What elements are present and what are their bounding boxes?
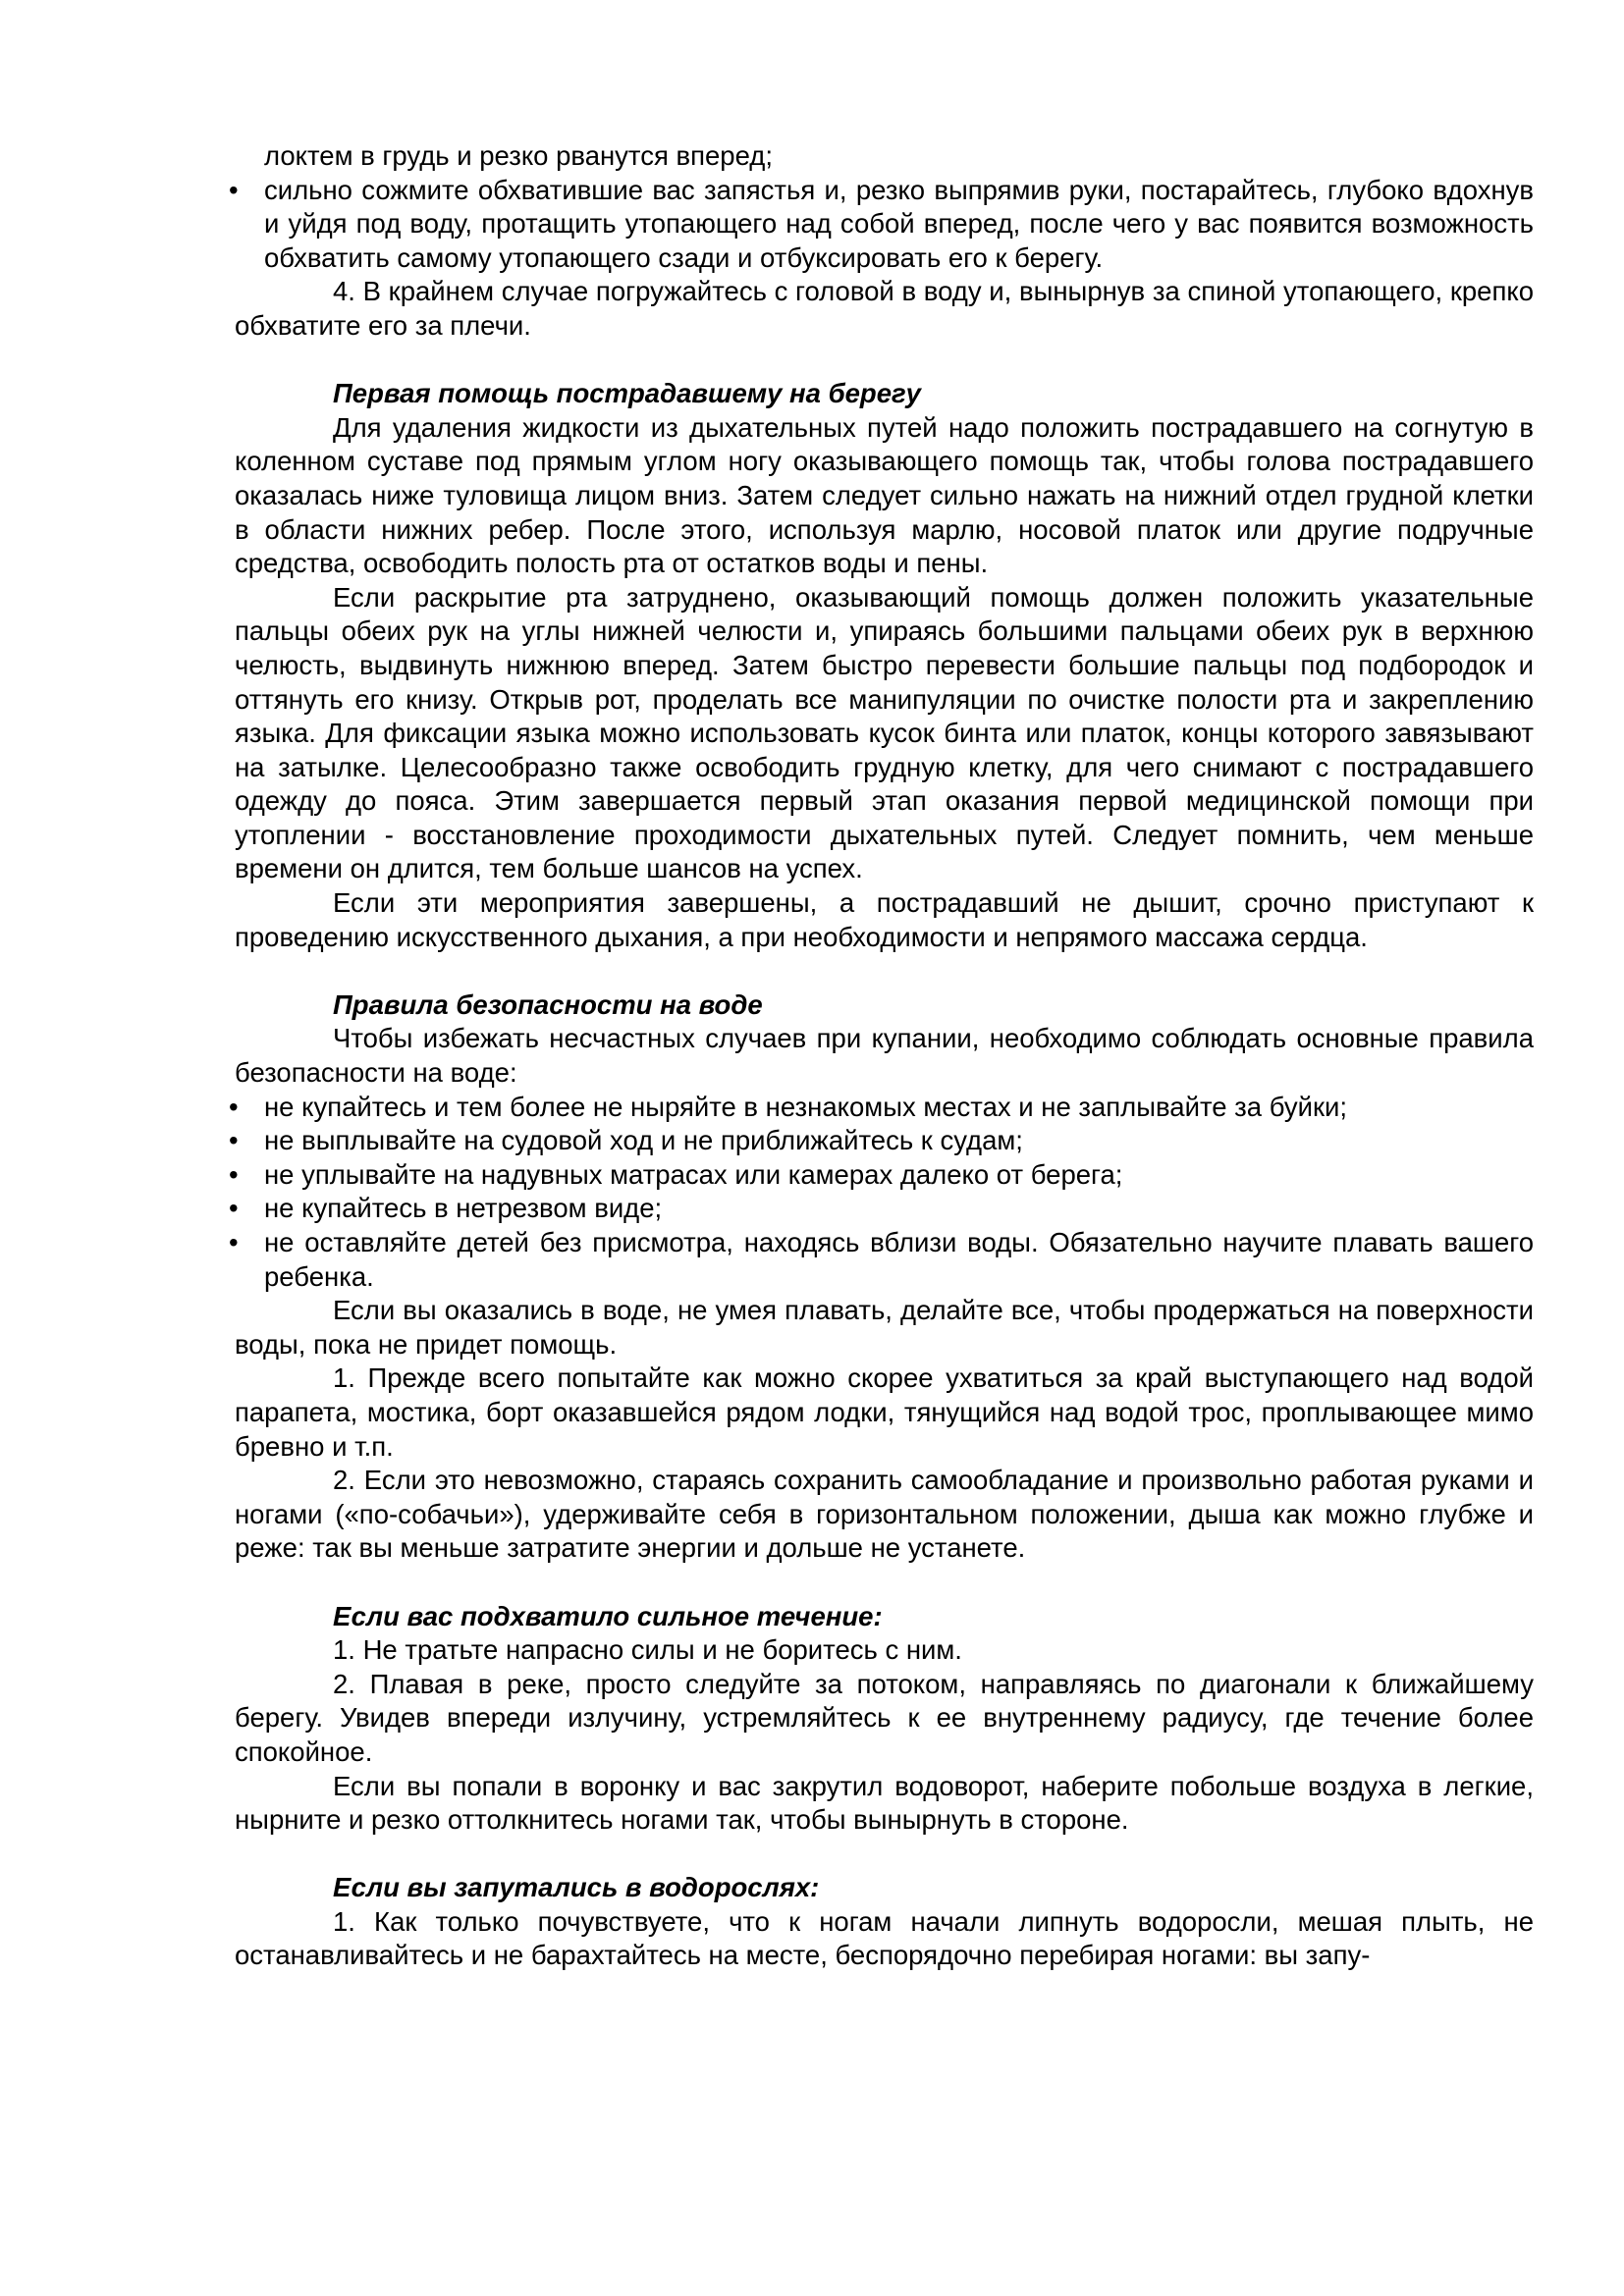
top-bullet-list	[229, 174, 1534, 276]
bullet-icon: •	[229, 1091, 239, 1122]
paragraph-current-step-2: 2. Плавая в реке, просто следуйте за потоком, направляясь по диагонали к ближайшему берегу. Увидев впереди излучину, устремляйтесь к ее внутреннему радиусу, где течение более спокойное.	[235, 1668, 1534, 1767]
paragraph-first-aid-3: Если эти мероприятия завершены, а пострадавший не дышит, срочно приступают к проведению искусственного дыхания, а при необходимости и непрямого массажа сердца.	[235, 887, 1534, 952]
bullet-icon: •	[229, 174, 239, 205]
safety-bullet-list	[229, 1091, 1534, 1295]
paragraph-whirlpool: Если вы попали в воронку и вас закрутил водоворот, наберите побольше воздуха в легкие, нырните и резко оттолкнитесь ногами так, чтобы вынырнуть в стороне.	[235, 1770, 1534, 1836]
document-page	[229, 139, 1534, 1973]
bullet-continuation: локтем в грудь и резко рванутся вперед;	[264, 140, 773, 171]
paragraph-step-4: 4. В крайнем случае погружайтесь с головой в воду и, вынырнув за спиной утопающего, крепко обхватите его за плечи.	[235, 276, 1534, 341]
list-item: • сильно сожмите обхватившие вас запястья и, резко выпрямив руки, постарайтесь, глубоко вдохнув и уйдя под воду, протащить утопающего над собой вперед, после чего у вас появится возможность обхватить самому утопающего сзади и отбуксировать его к берегу.	[229, 174, 1534, 273]
paragraph-safety-step-1: 1. Прежде всего попытайте как можно скорее ухватиться за край выступающего над водой парапета, мостика, борт оказавшейся рядом лодки, тянущийся над водой трос, проплывающее мимо бревно и т.п.	[235, 1362, 1534, 1462]
heading-strong-current: Если вас подхватило сильное течение:	[333, 1600, 883, 1631]
bullet-icon: •	[229, 1125, 239, 1156]
list-item: • не уплывайте на надувных матрасах или камерах далеко от берега;	[235, 1158, 1534, 1193]
list-item: • не купайтесь в нетрезвом виде;	[235, 1192, 1534, 1226]
heading-safety-rules: Правила безопасности на воде	[333, 988, 763, 1020]
heading-seaweed: Если вы запутались в водорослях:	[333, 1872, 820, 1903]
paragraph-first-aid-2: Если раскрытие рта затруднено, оказывающий помощь должен положить указательные пальцы обеих рук на углы нижней челюсти и, упираясь большими пальцами обеих рук в верхнюю челюсть, выдвинуть нижнюю вперед. Затем быстро перевести большие пальцы под подбородок и оттянуть его книзу. Открыв рот, проделать все манипуляции по очистке полости рта и закреплению языка. Для фиксации языка можно использовать кусок бинта или платок, концы которого завязывают на затылке. Целесообразно также освободить грудную клетку, для чего снимают с пострадавшего одежду до пояса. Этим завершается первый этап оказания первой медицинской помощи при утоплении - восстановление проходимости дыхательных путей. Следует помнить, чем меньше времени он длится, тем больше шансов на успех.	[235, 581, 1534, 884]
paragraph-safety-step-2: 2. Если это невозможно, стараясь сохранить самообладание и произвольно работая руками и ногами («по-собачьи»), удерживайте себя в горизонтальном положении, дыша как можно глубже и реже: так вы меньше затратите энергии и дольше не устанете.	[235, 1465, 1534, 1564]
paragraph-first-aid-1: Для удаления жидкости из дыхательных путей надо положить пострадавшего на согнутую в коленном суставе под прямым углом ногу оказывающего помощь так, чтобы голова пострадавшего оказалась ниже туловища лицом вниз. Затем следует сильно нажать на нижний отдел грудной клетки в области нижних ребер. После этого, используя марлю, носовой платок или другие подручные средства, освободить полость рта от остатков воды и пены.	[235, 411, 1534, 579]
paragraph-seaweed-step-1: 1. Как только почувствуете, что к ногам начали липнуть водоросли, мешая плыть, не останавливайтесь и не барахтайтесь на месте, беспорядочно перебирая ногами: вы запу-	[235, 1905, 1534, 1971]
bullet-icon: •	[229, 1227, 239, 1257]
list-item: • не оставляйте детей без присмотра, находясь вблизи воды. Обязательно научите плавать вашего ребенка.	[229, 1227, 1534, 1292]
paragraph-current-step-1: 1. Не тратьте напрасно силы и не боритесь с ним.	[333, 1634, 962, 1666]
bullet-icon: •	[229, 1158, 239, 1190]
bullet-icon: •	[229, 1193, 239, 1224]
list-item: • не выплывайте на судовой ход и не приближайтесь к судам;	[235, 1124, 1534, 1158]
paragraph-safety-after: Если вы оказались в воде, не умея плавать, делайте все, чтобы продержаться на поверхности воды, пока не придет помощь.	[235, 1295, 1534, 1360]
list-item: • не купайтесь и тем более не ныряйте в незнакомых местах и не заплывайте за буйки;	[235, 1091, 1534, 1125]
heading-first-aid: Первая помощь пострадавшему на берегу	[333, 378, 921, 409]
paragraph-safety-intro: Чтобы избежать несчастных случаев при купании, необходимо соблюдать основные правила безопасности на воде:	[235, 1023, 1534, 1089]
